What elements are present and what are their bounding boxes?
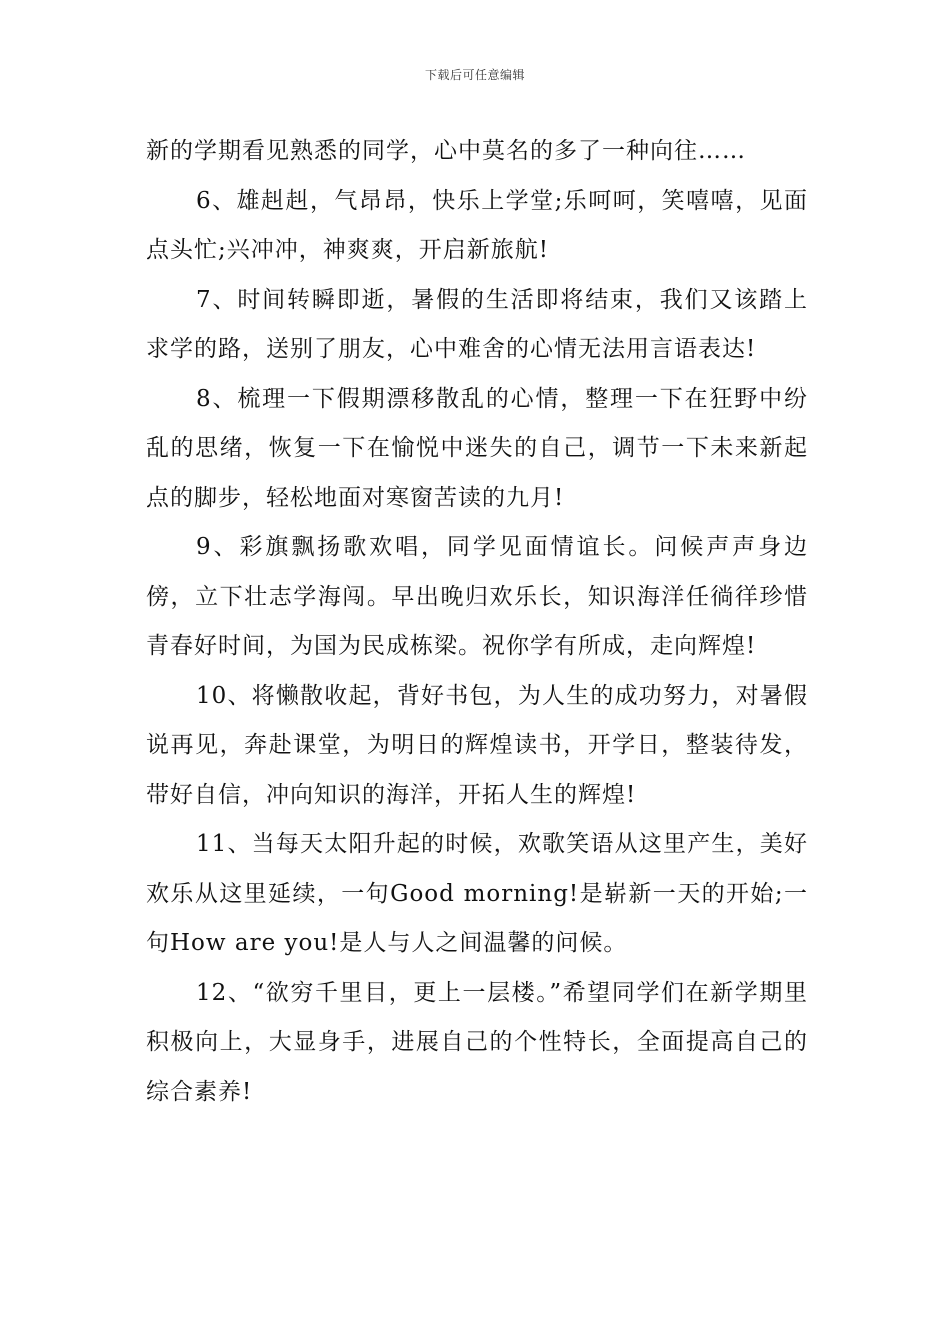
paragraph-item-12: 12、“欲穷千里目，更上一层楼。”希望同学们在新学期里积极向上，大显身手，进展自己的个性特长，全面提高自己的综合素养!	[146, 979, 808, 1105]
paragraph-item-6: 6、雄赳赳，气昂昂，快乐上学堂;乐呵呵，笑嘻嘻，见面点头忙;兴冲冲，神爽爽，开启新旅航!	[146, 187, 808, 263]
page-header-note: 下载后可任意编辑	[424, 68, 525, 82]
paragraph-item-10: 10、将懒散收起，背好书包，为人生的成功努力，对暑假说再见，奔赴课堂，为明日的辉煌读书，开学日，整装待发，带好自信，冲向知识的海洋，开拓人生的辉煌!	[146, 682, 808, 808]
document-body	[146, 127, 808, 1117]
paragraph-item-8: 8、梳理一下假期漂移散乱的心情，整理一下在狂野中纷乱的思绪，恢复一下在愉悦中迷失的自己，调节一下未来新起点的脚步，轻松地面对寒窗苦读的九月!	[146, 385, 808, 511]
paragraph-item-7: 7、时间转瞬即逝，暑假的生活即将结束，我们又该踏上求学的路，送别了朋友，心中难舍的心情无法用言语表达!	[146, 286, 808, 362]
paragraph-item-11: 11、当每天太阳升起的时候，欢歌笑语从这里产生，美好欢乐从这里延续，一句Good morning!是崭新一天的开始;一句How are you!是人与人之间温馨的问候。	[146, 831, 808, 956]
paragraph-item-9: 9、彩旗飘扬歌欢唱，同学见面情谊长。问候声声身边傍，立下壮志学海闯。早出晚归欢乐长，知识海洋任徜徉珍惜青春好时间，为国为民成栋梁。祝你学有所成，走向辉煌!	[146, 534, 808, 659]
paragraph-continuation: 新的学期看见熟悉的同学，心中莫名的多了一种向往……	[146, 138, 746, 164]
